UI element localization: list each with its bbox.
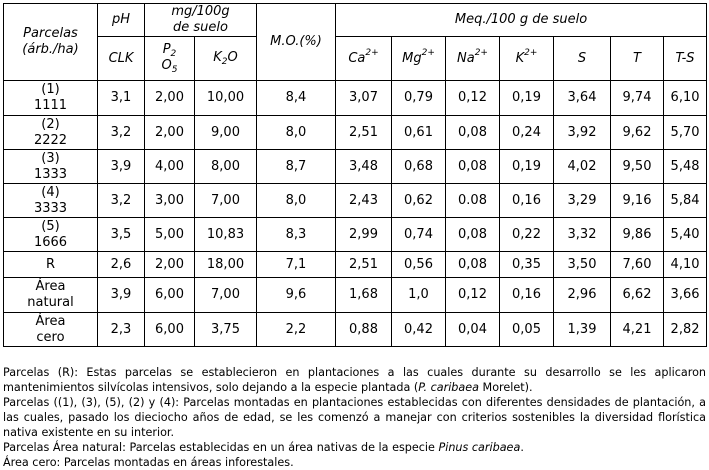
- parcel-cell: [4, 252, 98, 278]
- cell-k2o: 10,83: [195, 218, 257, 252]
- cell-mo: 8,0: [257, 184, 336, 218]
- parcel-density: 3333: [33, 200, 68, 216]
- note-r-text: Parcelas (R): Estas parcelas se establecieron en plantaciones a las cuales durante su desarrollo se les aplicaron mantenimientos silvícolas intensivos, solo dejando a la especie plantada (: [3, 366, 706, 394]
- cell-s: 3,64: [554, 81, 611, 116]
- cell-k: 0,16: [500, 278, 554, 313]
- header-ph: pH: [98, 4, 145, 37]
- header-arb-ha-label: (árb./ha): [22, 42, 79, 57]
- cell-ca: 2,51: [336, 116, 392, 150]
- parcel-density: 1111: [33, 98, 68, 113]
- cell-mg: 0,61: [392, 116, 446, 150]
- cell-ts: 6,10: [664, 81, 707, 116]
- cell-na: 0,08: [446, 252, 500, 278]
- parcel-cell: [4, 184, 98, 218]
- parcel-density: 2222: [33, 132, 68, 148]
- cell-ph: 3,9: [98, 150, 145, 184]
- cell-t: 9,74: [611, 81, 664, 116]
- cell-ph: 2,3: [98, 313, 145, 347]
- cell-p2o5: 4,00: [145, 150, 195, 184]
- header-p2o5: [145, 37, 195, 81]
- header-ca: [336, 37, 392, 81]
- table-row: [4, 278, 707, 313]
- table-row: [4, 150, 707, 184]
- parcel-density: cero: [36, 329, 65, 345]
- parcel-density: 1333: [33, 166, 68, 182]
- note-area-natural-text: Parcelas Área natural: Parcelas establecidas en un área nativas de la especie: [3, 441, 439, 454]
- cell-k2o: 8,00: [195, 150, 257, 184]
- header-mo: M.O.(%): [257, 4, 336, 81]
- cell-k: 0,05: [500, 313, 554, 347]
- cell-k2o: 7,00: [195, 278, 257, 313]
- table-row: [4, 81, 707, 116]
- note-r-species: P. caribaea: [418, 381, 479, 394]
- header-de-suelo-label: de suelo: [173, 20, 228, 35]
- cell-ca: 0,88: [336, 313, 392, 347]
- cell-na: 0,12: [446, 278, 500, 313]
- cell-mg: 0,68: [392, 150, 446, 184]
- header-k-label: K: [515, 50, 525, 66]
- cell-ca: 2,99: [336, 218, 392, 252]
- header-k2o-tail: O: [227, 50, 238, 65]
- table-row: [4, 116, 707, 150]
- cell-p2o5: 6,00: [145, 278, 195, 313]
- cell-ca: 3,48: [336, 150, 392, 184]
- cell-ts: 2,82: [664, 313, 707, 347]
- cell-mo: 8,0: [257, 116, 336, 150]
- cell-na: 0.08: [446, 184, 500, 218]
- cell-ca: 3,07: [336, 81, 392, 116]
- cell-ts: 5,84: [664, 184, 707, 218]
- cell-ts: 3,66: [664, 278, 707, 313]
- cell-ph: 3,2: [98, 116, 145, 150]
- cell-ph: 3,1: [98, 81, 145, 116]
- cell-ca: 2,43: [336, 184, 392, 218]
- cell-ph: 3,9: [98, 278, 145, 313]
- cell-p2o5: 3,00: [145, 184, 195, 218]
- cell-mo: 9,6: [257, 278, 336, 313]
- cell-s: 3,92: [554, 116, 611, 150]
- header-t: T: [611, 37, 664, 81]
- header-mg: [392, 37, 446, 81]
- cell-t: 7,60: [611, 252, 664, 278]
- cell-s: 3,32: [554, 218, 611, 252]
- cell-ts: 4,10: [664, 252, 707, 278]
- note-area-natural: [3, 440, 706, 455]
- parcel-label: (1): [41, 82, 60, 97]
- cell-s: 2,96: [554, 278, 611, 313]
- cell-ts: 5,48: [664, 150, 707, 184]
- cell-mg: 0,62: [392, 184, 446, 218]
- cell-p2o5: 2,00: [145, 116, 195, 150]
- cell-mg: 0,42: [392, 313, 446, 347]
- header-ca-label: Ca: [348, 50, 366, 66]
- parcel-cell: [4, 313, 98, 347]
- header-ca-sup: 2+: [365, 48, 379, 59]
- parcel-cell: [4, 278, 98, 313]
- cell-s: 3,29: [554, 184, 611, 218]
- parcel-density: natural: [27, 295, 74, 310]
- cell-t: 9,50: [611, 150, 664, 184]
- cell-mg: 1,0: [392, 278, 446, 313]
- header-k: [500, 37, 554, 81]
- cell-ph: 3,2: [98, 184, 145, 218]
- header-na: [446, 37, 500, 81]
- cell-t: 9,16: [611, 184, 664, 218]
- parcel-cell: [4, 81, 98, 116]
- cell-p2o5: 5,00: [145, 218, 195, 252]
- note-numbered: Parcelas ((1), (3), (5), (2) y (4): Parcelas montadas en plantaciones establecidas con diferentes densidades de plantación, a las cuales, pasado los dieciocho años de edad, se les comenzó a manejar con criterios sostenibles la diversidad florística nativa existente en su interior.: [3, 396, 706, 439]
- cell-k2o: 7,00: [195, 184, 257, 218]
- cell-na: 0,04: [446, 313, 500, 347]
- cell-ca: 2,51: [336, 252, 392, 278]
- parcel-label: (4): [41, 184, 60, 200]
- cell-ph: 3,5: [98, 218, 145, 252]
- parcel-cell: [4, 218, 98, 252]
- cell-mo: 2,2: [257, 313, 336, 347]
- header-o5-label: O: [161, 58, 172, 73]
- cell-t: 6,62: [611, 278, 664, 313]
- header-p2-sub: 2: [170, 49, 177, 59]
- parcel-label: (5): [41, 218, 60, 234]
- parcel-cell: [4, 116, 98, 150]
- cell-mo: 8,7: [257, 150, 336, 184]
- table-row: [4, 184, 707, 218]
- note-r: [3, 365, 706, 395]
- parcel-density: 1666: [33, 234, 68, 250]
- header-na-label: Na: [457, 50, 475, 66]
- parcel-label: (3): [41, 150, 60, 166]
- cell-k2o: 18,00: [195, 252, 257, 278]
- table-row: [4, 218, 707, 252]
- header-k2o-base: K: [213, 50, 222, 65]
- header-na-sup: 2+: [474, 48, 488, 59]
- cell-s: 3,50: [554, 252, 611, 278]
- header-clk: CLK: [98, 37, 145, 81]
- table-row: [4, 313, 707, 347]
- cell-k2o: 9,00: [195, 116, 257, 150]
- cell-k: 0,22: [500, 218, 554, 252]
- header-mg-sup: 2+: [421, 48, 435, 59]
- table-body: [4, 81, 707, 347]
- cell-p2o5: 2,00: [145, 81, 195, 116]
- header-s: S: [554, 37, 611, 81]
- cell-t: 9,86: [611, 218, 664, 252]
- note-area-cero: Área cero: Parcelas montadas en áreas inforestales.: [3, 456, 294, 469]
- cell-na: 0,08: [446, 218, 500, 252]
- cell-t: 9,62: [611, 116, 664, 150]
- cell-mo: 8,4: [257, 81, 336, 116]
- cell-k: 0,16: [500, 184, 554, 218]
- header-k2o-sub: 2: [221, 57, 228, 67]
- header-o5-sub: 5: [171, 65, 178, 75]
- header-k-sup: 2+: [524, 48, 538, 59]
- cell-t: 4,21: [611, 313, 664, 347]
- header-ts: T-S: [664, 37, 707, 81]
- cell-na: 0,08: [446, 116, 500, 150]
- header-k2o: [195, 37, 257, 81]
- parcel-label: R: [45, 256, 56, 272]
- cell-s: 4,02: [554, 150, 611, 184]
- soil-data-table: [3, 3, 707, 347]
- header-row-1: [4, 4, 707, 37]
- parcel-label: (2): [41, 116, 60, 132]
- parcel-label: Área: [35, 279, 66, 294]
- cell-ts: 5,70: [664, 116, 707, 150]
- cell-ph: 2,6: [98, 252, 145, 278]
- note-area-natural-species: Pinus caribaea: [438, 441, 521, 454]
- cell-k: 0,19: [500, 81, 554, 116]
- header-p2-label: P: [162, 42, 171, 57]
- table-row: [4, 252, 707, 278]
- cell-k2o: 3,75: [195, 313, 257, 347]
- cell-mg: 0,79: [392, 81, 446, 116]
- parcel-label: Área: [35, 313, 66, 329]
- cell-k: 0,19: [500, 150, 554, 184]
- parcel-cell: [4, 150, 98, 184]
- cell-k: 0,24: [500, 116, 554, 150]
- header-meq: Meq./100 g de suelo: [336, 4, 707, 37]
- header-mg-100g-label: mg/100g: [171, 4, 230, 19]
- header-parcelas-label: Parcelas: [23, 26, 78, 41]
- note-area-natural-end: .: [520, 441, 524, 454]
- note-r-end: Morelet).: [479, 381, 533, 394]
- cell-mo: 8,3: [257, 218, 336, 252]
- cell-p2o5: 6,00: [145, 313, 195, 347]
- header-row-2: [4, 37, 707, 81]
- cell-mo: 7,1: [257, 252, 336, 278]
- header-parcelas: [4, 4, 98, 81]
- cell-mg: 0,56: [392, 252, 446, 278]
- cell-mg: 0,74: [392, 218, 446, 252]
- cell-s: 1,39: [554, 313, 611, 347]
- cell-ts: 5,40: [664, 218, 707, 252]
- cell-na: 0,12: [446, 81, 500, 116]
- cell-p2o5: 2,00: [145, 252, 195, 278]
- cell-k: 0,35: [500, 252, 554, 278]
- cell-na: 0,08: [446, 150, 500, 184]
- header-mg-label: Mg: [402, 50, 422, 66]
- table-notes: [3, 365, 706, 470]
- cell-k2o: 10,00: [195, 81, 257, 116]
- cell-ca: 1,68: [336, 278, 392, 313]
- header-mg-100g: [145, 4, 257, 37]
